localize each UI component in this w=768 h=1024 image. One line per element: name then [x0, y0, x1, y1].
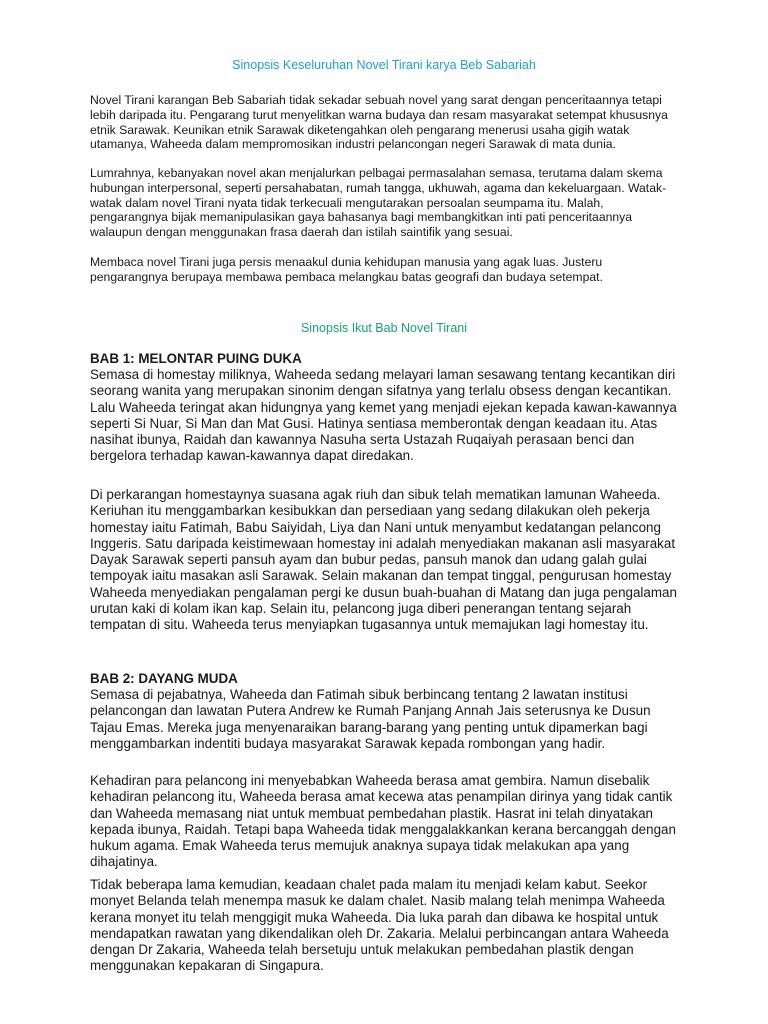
chapter-2-paragraph-1: Semasa di pejabatnya, Waheeda dan Fatimah sibuk berbincang tentang 2 lawatan institusi pelancongan dan lawatan Putera Andrew ke Rumah Panjang Annah Jais seterusnya ke Dusun Tajau Emas. Mereka juga menyenaraikan barang-barang yang penting untuk dipamerkan bagi menggambarkan indentiti budaya masyarakat Sarawak kepada rombongan yang hadir. — [90, 687, 651, 751]
section-subtitle: Sinopsis Ikut Bab Novel Tirani — [300, 321, 468, 335]
chapter-1-paragraph-2: Di perkarangan homestaynya suasana agak riuh dan sibuk telah mematikan lamunan Waheeda. Keriuhan itu menggambarkan kesibukkan dan persediaan yang sedang dilakukan oleh pekerja homestay iaitu Fatimah, Babu Saiyidah, Liya dan Nani untuk menyambut kedatangan pelancong Inggeris. Satu daripada keistimewaan homestay ini adalah menyediakan makanan asli masyarakat Dayak Sarawak seperti pansuh ayam dan bubur pedas, pansuh manok dan udang galah gulai tempoyak iaitu masakan asli Sarawak. Selain makanan dan tempat tinggal, pengurusan homestay Waheeda menyediakan pengalaman pergi ke dusun buah-buahan di Matang dan juga pengalaman urutan kaki di kolam ikan kap. Selain itu, pelancong juga diberi penerangan tentang sejarah tempatan di situ. Waheeda terus menyiapkan tugasannya untuk memajukan lagi homestay itu. — [90, 487, 677, 633]
chapter-2-paragraph-3: Tidak beberapa lama kemudian, keadaan chalet pada malam itu menjadi kelam kabut. Seekor monyet Belanda telah menempa masuk ke dalam chalet. Nasib malang telah menimpa Waheeda kerana monyet itu telah menggigit muka Waheeda. Dia luka parah dan dibawa ke hospital untuk mendapatkan rawatan yang dikendalikan oleh Dr. Zakaria. Melalui perbincangan antara Waheeda dengan Dr Zakaria, Waheeda telah bersetuju untuk melakukan pembedahan plastik dengan menggunakan kepakaran di Singapura. — [90, 877, 669, 974]
document-title: Sinopsis Keseluruhan Novel Tirani karya Beb Sabariah — [232, 58, 536, 72]
intro-paragraph-2: Lumrahnya, kebanyakan novel akan menjalurkan pelbagai permasalahan semasa, terutama dalam skema hubungan interpersonal, seperti persahabatan, rumah tangga, ukhuwah, agama dan kekeluargaan. Watak-watak dalam novel Tirani nyata tidak terkecuali mengutarakan persoalan seumpama itu. Malah, pengarangnya bijak memanipulasikan gaya bahasanya bagi membangkitkan inti pati penceritaannya walaupun dengan menggunakan frasa daerah dan istilah saintifik yang sesuai. — [90, 166, 667, 240]
intro-paragraph-1: Novel Tirani karangan Beb Sabariah tidak sekadar sebuah novel yang sarat dengan penceritaannya tetapi lebih daripada itu. Pengarang turut menyelitkan warna budaya dan resam masyarakat setempat khususnya etnik Sarawak. Keunikan etnik Sarawak diketengahkan oleh pengarang menerusi usaha gigih watak utamanya, Waheeda dalam mempromosikan industri pelancongan negeri Sarawak di mata dunia. — [90, 93, 668, 152]
chapter-2-heading: BAB 2: DAYANG MUDA — [90, 671, 238, 686]
intro-paragraph-3: Membaca novel Tirani juga persis menaakul dunia kehidupan manusia yang agak luas. Justeru pengarangnya berupaya membawa pembaca melangkau batas geografi dan budaya setempat. — [90, 255, 603, 284]
chapter-1-paragraph-1: Semasa di homestay miliknya, Waheeda sedang melayari laman sesawang tentang kecantikan diri seorang wanita yang merupakan sinonim dengan sifatnya yang terlalu obsess dengan kecantikan. Lalu Waheeda teringat akan hidungnya yang kemet yang menjadi ejekan kepada kawan-kawannya seperti Si Nuar, Si Man dan Mat Gusi. Hatinya sentiasa memberontak dengan keadaan itu. Atas nasihat ibunya, Raidah dan kawannya Nasuha serta Ustazah Ruqaiyah perasaan benci dan bergelora terhadap kawan-kawannya dapat diredakan. — [90, 367, 677, 464]
chapter-1-heading: BAB 1: MELONTAR PUING DUKA — [90, 351, 302, 366]
chapter-2-paragraph-2: Kehadiran para pelancong ini menyebabkan Waheeda berasa amat gembira. Namun disebalik kehadiran pelancong itu, Waheeda berasa amat kecewa atas penampilan dirinya yang tidak cantik dan Waheeda memasang niat untuk membuat pembedahan plastik. Hasrat ini telah dinyatakan kepada ibunya, Raidah. Tetapi bapa Waheeda tidak menggalakkankan kerana bercanggah dengan hukum agama. Emak Waheeda terus memujuk anaknya supaya tidak melakukan apa yang dihajatinya. — [90, 773, 676, 870]
